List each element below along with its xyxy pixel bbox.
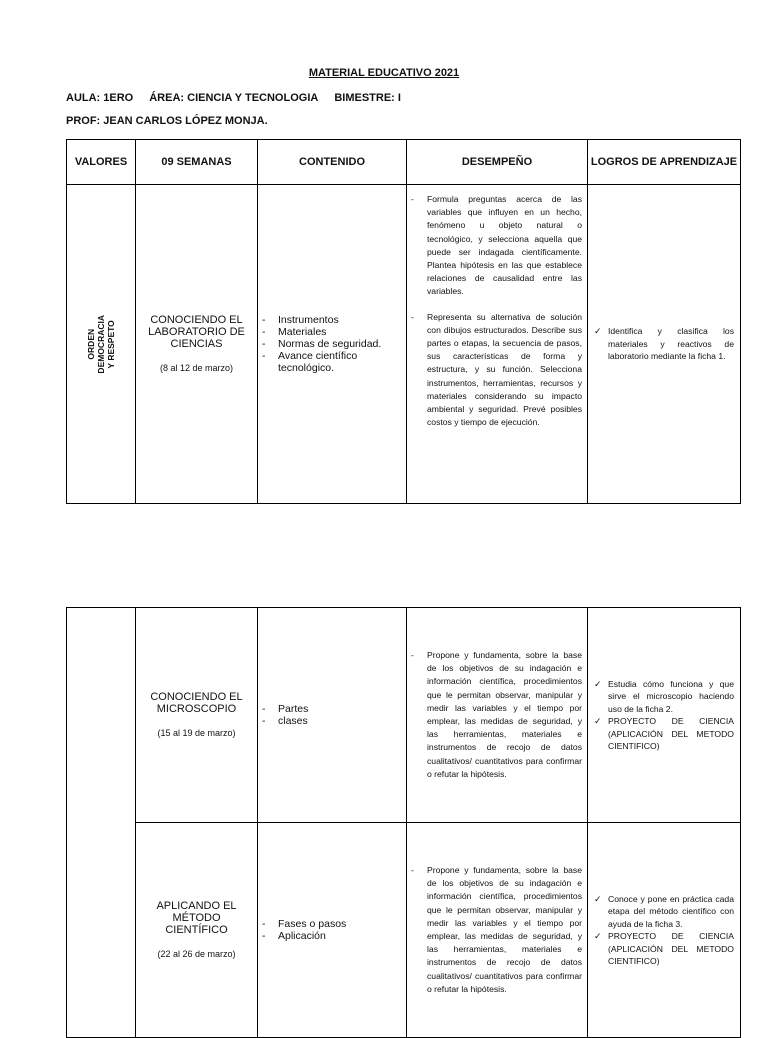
achievement-list (588, 893, 740, 968)
values-cell (67, 185, 136, 504)
achievement-item: ✓ PROYECTO DE CIENCIA (APLICACIÓN DEL METODO CIENTIFICO) (608, 715, 734, 753)
week-dates: (22 al 26 de marzo) (157, 949, 236, 959)
performance-item: - Propone y fundamenta, sobre la base de los objetivos de su indagación e información científica, procedimientos que le permitan observar, manipular y medir las variables y el tiempo por emplear, las medidas de seguridad, y las herramientas, materiales e instrumentos de recojo de datos cualitativos/ cuantitativos para confirmar o refutar la hipótesis. (427, 864, 582, 996)
achievement-cell (588, 185, 741, 504)
table-row (67, 823, 741, 1038)
teacher-label: PROF: JEAN CARLOS LÓPEZ MONJA. (66, 115, 268, 127)
content-item: - Materiales (278, 326, 398, 338)
table-row (67, 185, 741, 504)
values-text (86, 315, 116, 374)
content-cell (258, 608, 407, 823)
content-item: - Aplicación (278, 930, 398, 942)
content-item: - Partes (278, 703, 398, 715)
achievement-item: ✓ Estudia cómo funciona y que sirve el microscopio haciendo uso de la ficha 2. (608, 678, 734, 716)
achievement-item: ✓ PROYECTO DE CIENCIA (APLICACIÓN DEL METODO CIENTIFICO) (608, 930, 734, 968)
table-header-row (67, 140, 741, 185)
achievement-list (588, 678, 740, 753)
content-item: - clases (278, 715, 398, 727)
content-list (258, 703, 406, 727)
content-item: - Fases o pasos (278, 918, 398, 930)
content-item: - Normas de seguridad. (278, 338, 398, 350)
performance-cell (407, 608, 588, 823)
col-header-semanas: 09 SEMANAS (136, 140, 258, 185)
week-dates: (15 al 19 de marzo) (157, 728, 236, 738)
content-list (258, 314, 406, 374)
value-line: ORDEN (86, 328, 96, 360)
content-item: - Instrumentos (278, 314, 398, 326)
week-dates: (8 al 12 de marzo) (159, 363, 234, 373)
aula-label: AULA: 1ERO (66, 92, 134, 104)
col-header-desempeno: DESEMPEÑO (407, 140, 588, 185)
achievement-item: ✓ Identifica y clasifica los materiales y reactivos de laboratorio mediante la ficha 1. (608, 325, 734, 363)
week-name: CONOCIENDO EL MICROSCOPIO (150, 691, 243, 715)
achievement-cell (588, 823, 741, 1038)
table-row (67, 608, 741, 823)
value-line: Y RESPETO (106, 319, 116, 369)
content-cell (258, 823, 407, 1038)
col-header-contenido: CONTENIDO (258, 140, 407, 185)
value-line: DEMOCRACIA (96, 314, 106, 374)
document-title: MATERIAL EDUCATIVO 2021 (308, 67, 460, 79)
achievement-cell (588, 608, 741, 823)
course-info-line (66, 92, 401, 104)
performance-item: - Propone y fundamenta, sobre la base de los objetivos de su indagación e información científica, procedimientos que le permitan observar, manipular y medir las variables y el tiempo por emplear, las medidas de seguridad, y las herramientas, materiales e instrumentos de recojo de datos cualitativos/ cuantitativos para confirmar o refutar la hipótesis. (427, 649, 582, 781)
values-cell-empty (67, 608, 136, 1038)
content-cell (258, 185, 407, 504)
col-header-logros: LOGROS DE APRENDIZAJE (588, 140, 741, 185)
content-item: - Avance científico tecnológico. (278, 350, 398, 374)
performance-cell (407, 823, 588, 1038)
week-cell (136, 185, 258, 504)
achievement-list (588, 325, 740, 363)
performance-item: - Formula preguntas acerca de las variables que influyen en un hecho, fenómeno u objeto natural o tecnológico, y selecciona aquella que puede ser indagada científicamente. Plantea hipótesis en las que establece relaciones de causalidad entre las variables. (427, 193, 582, 299)
content-list (258, 918, 406, 942)
col-header-valores: VALORES (67, 140, 136, 185)
week-cell (136, 608, 258, 823)
performance-item: - Representa su alternativa de solución con dibujos estructurados. Describe sus partes o etapas, la secuencia de pasos, sus características de forma y estructura, y su función. Selecciona instrumentos, herramientas, recursos y materiales considerando su impacto ambiental y seguridad. Prevé posibles costos y tiempo de ejecución. (427, 311, 582, 430)
week-name: CONOCIENDO EL LABORATORIO DE CIENCIAS (148, 314, 245, 350)
achievement-item: ✓ Conoce y pone en práctica cada etapa del método científico con ayuda de la ficha 3. (608, 893, 734, 931)
week-cell (136, 823, 258, 1038)
curriculum-table-page-2 (66, 607, 741, 1038)
performance-cell (407, 185, 588, 504)
area-label: ÁREA: CIENCIA Y TECNOLOGIA (149, 92, 319, 104)
curriculum-table-page-1 (66, 139, 741, 504)
week-name: APLICANDO EL MÉTODO CIENTÍFICO (156, 900, 237, 936)
bimestre-label: BIMESTRE: I (334, 92, 401, 104)
